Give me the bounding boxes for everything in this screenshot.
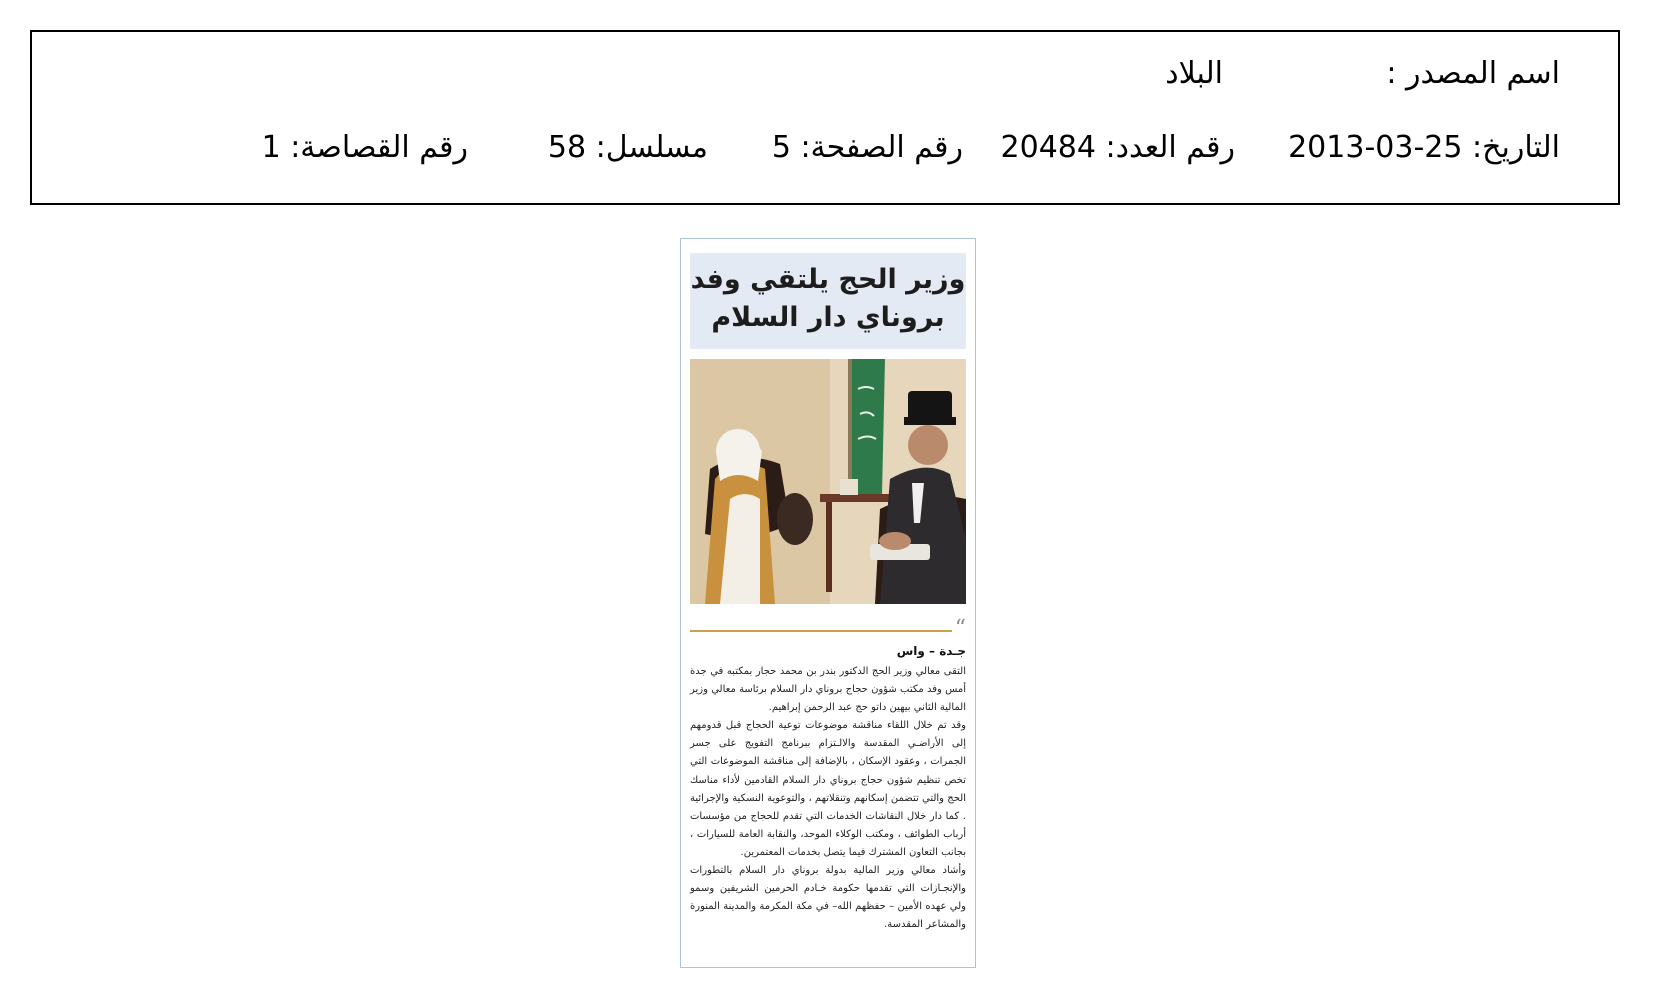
source-value: البلاد [1165, 56, 1223, 91]
article-paragraph-3: وأشاد معالي وزير المالية بدولة بروناي دار السلام بالتطورات والإنجـازات التي تقدمها حكومة خـادم الحرمين الشريفين وسمو ولي عهده الأمين – حفظهم الله– في مكة المكرمة والمدينة المنورة والمشاعر المقدسة. [690, 865, 966, 931]
divider-rule [690, 630, 952, 632]
meeting-photo [690, 359, 966, 604]
article-body [690, 663, 966, 934]
article-paragraph-2: وقد تم خلال اللقاء مناقشة موضوعات توعية الحجاج قبل قدومهم إلى الأراضـي المقدسة والالـتزام ببرنامج التفويج على جسر الجمرات ، وعقود الإسكان ، بالإضافة إلى مناقشة الموضوعات التي تخص تنظيم شؤون حجاج بروناي دار السلام القادمين لأداء مناسك الحج والتي تتضمن إسكانهم وتنقلاتهم ، والتوعوية النسكية والإجرائية . كما دار خلال النقاشات الخدمات التي تقدم للحجاج من مؤسسات أرباب الطوائف ، ومكتب الوكلاء الموحد، والنقابة العامة للسيارات ، بجانب التعاون المشترك فيما يتصل بخدمات المعتمرين. [690, 720, 966, 858]
issue-number-field: رقم العدد: 20484 [1000, 130, 1235, 165]
quote-mark-icon: “ [954, 616, 966, 641]
clip-number-field: رقم القصاصة: 1 [261, 130, 468, 165]
dateline: جـدة – واس [896, 644, 966, 658]
headline-band [690, 253, 966, 349]
newspaper-clipping [680, 238, 976, 968]
serial-field: مسلسل: 58 [547, 130, 708, 165]
source-label: اسم المصدر : [1386, 56, 1560, 91]
article-paragraph-1: التقى معالي وزير الحج الدكتور بندر بن محمد حجار بمكتبه في جدة أمس وفد مكتب شؤون حجاج بروناي دار السلام برئاسة معالي وزير المالية الثاني بيهين داتو حج عبد الرحمن إبراهيم. [690, 666, 966, 714]
source-info-box [30, 30, 1620, 205]
date-field: التاريخ: 25-03-2013 [1288, 130, 1560, 165]
headline-line-1: وزير الحج يلتقي وفد [690, 264, 966, 295]
headline-line-2: بروناي دار السلام [711, 302, 945, 333]
page-number-field: رقم الصفحة: 5 [771, 130, 963, 165]
headline [690, 261, 966, 337]
